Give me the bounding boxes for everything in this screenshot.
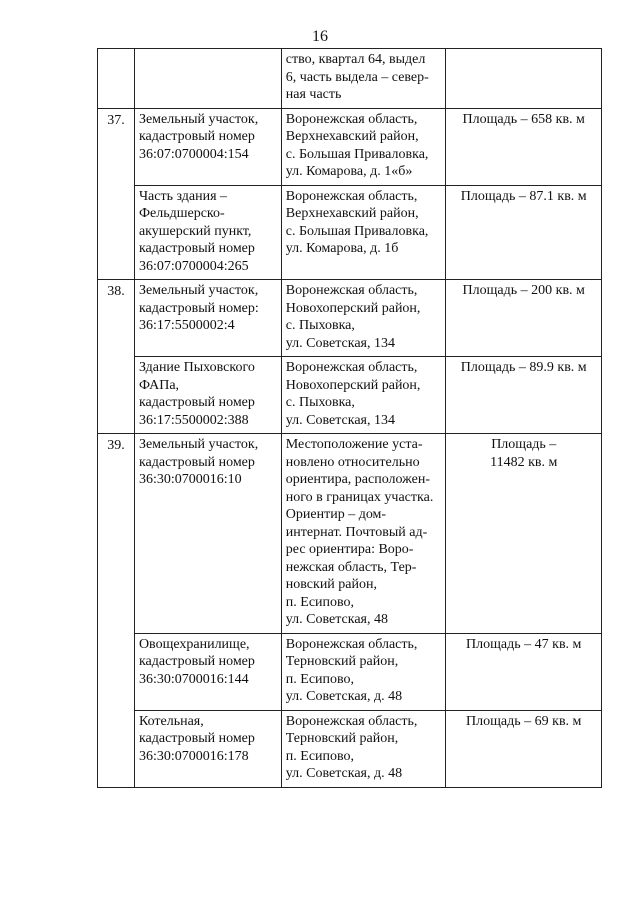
object-cell <box>134 49 281 109</box>
table-row <box>98 434 602 634</box>
area-cell: Площадь – 47 кв. м <box>446 633 602 710</box>
table-row <box>98 185 602 280</box>
area-cell: Площадь – 658 кв. м <box>446 108 602 185</box>
object-cell: Котельная, кадастровый номер 36:30:0700016:178 <box>134 710 281 787</box>
object-cell: Земельный участок, кадастровый номер 36:30:0700016:10 <box>134 434 281 634</box>
row-number-cell: 39. <box>98 434 135 788</box>
row-number-cell <box>98 49 135 109</box>
object-cell: Часть здания – Фельдшерско- акушерский пункт, кадастровый номер 36:07:0700004:265 <box>134 185 281 280</box>
page-number: 16 <box>312 28 328 45</box>
area-cell: Площадь – 69 кв. м <box>446 710 602 787</box>
area-cell: Площадь – 11482 кв. м <box>446 434 602 634</box>
area-cell: Площадь – 200 кв. м <box>446 280 602 357</box>
object-cell: Овощехранилище, кадастровый номер 36:30:0700016:144 <box>134 633 281 710</box>
object-cell: Земельный участок, кадастровый номер 36:07:0700004:154 <box>134 108 281 185</box>
area-cell: Площадь – 87.1 кв. м <box>446 185 602 280</box>
address-cell: Воронежская область, Терновский район, п. Есипово, ул. Советская, д. 48 <box>281 710 446 787</box>
object-cell: Здание Пыховского ФАПа, кадастровый номер 36:17:5500002:388 <box>134 357 281 434</box>
area-cell: Площадь – 89.9 кв. м <box>446 357 602 434</box>
area-cell <box>446 49 602 109</box>
row-number-cell: 38. <box>98 280 135 434</box>
address-cell: ство, квартал 64, выдел 6, часть выдела – север- ная часть <box>281 49 446 109</box>
table-row <box>98 633 602 710</box>
table-row <box>98 357 602 434</box>
table-row <box>98 710 602 787</box>
property-table <box>97 48 602 788</box>
object-cell: Земельный участок, кадастровый номер: 36:17:5500002:4 <box>134 280 281 357</box>
address-cell: Воронежская область, Новохоперский район, с. Пыховка, ул. Советская, 134 <box>281 280 446 357</box>
address-cell: Воронежская область, Терновский район, п. Есипово, ул. Советская, д. 48 <box>281 633 446 710</box>
address-cell: Воронежская область, Верхнехавский район, с. Большая Приваловка, ул. Комарова, д. 1«б» <box>281 108 446 185</box>
address-cell: Местоположение уста- новлено относительно ориентира, расположен- ного в границах участка. Ориентир – дом- интернат. Почтовый ад- рес ориентира: Воро- нежская область, Тер- новский район, п. Есипово, ул. Советская, 48 <box>281 434 446 634</box>
table-row <box>98 49 602 109</box>
table-row <box>98 108 602 185</box>
table-row <box>98 280 602 357</box>
address-cell: Воронежская область, Новохоперский район, с. Пыховка, ул. Советская, 134 <box>281 357 446 434</box>
address-cell: Воронежская область, Верхнехавский район, с. Большая Приваловка, ул. Комарова, д. 1б <box>281 185 446 280</box>
row-number-cell: 37. <box>98 108 135 280</box>
